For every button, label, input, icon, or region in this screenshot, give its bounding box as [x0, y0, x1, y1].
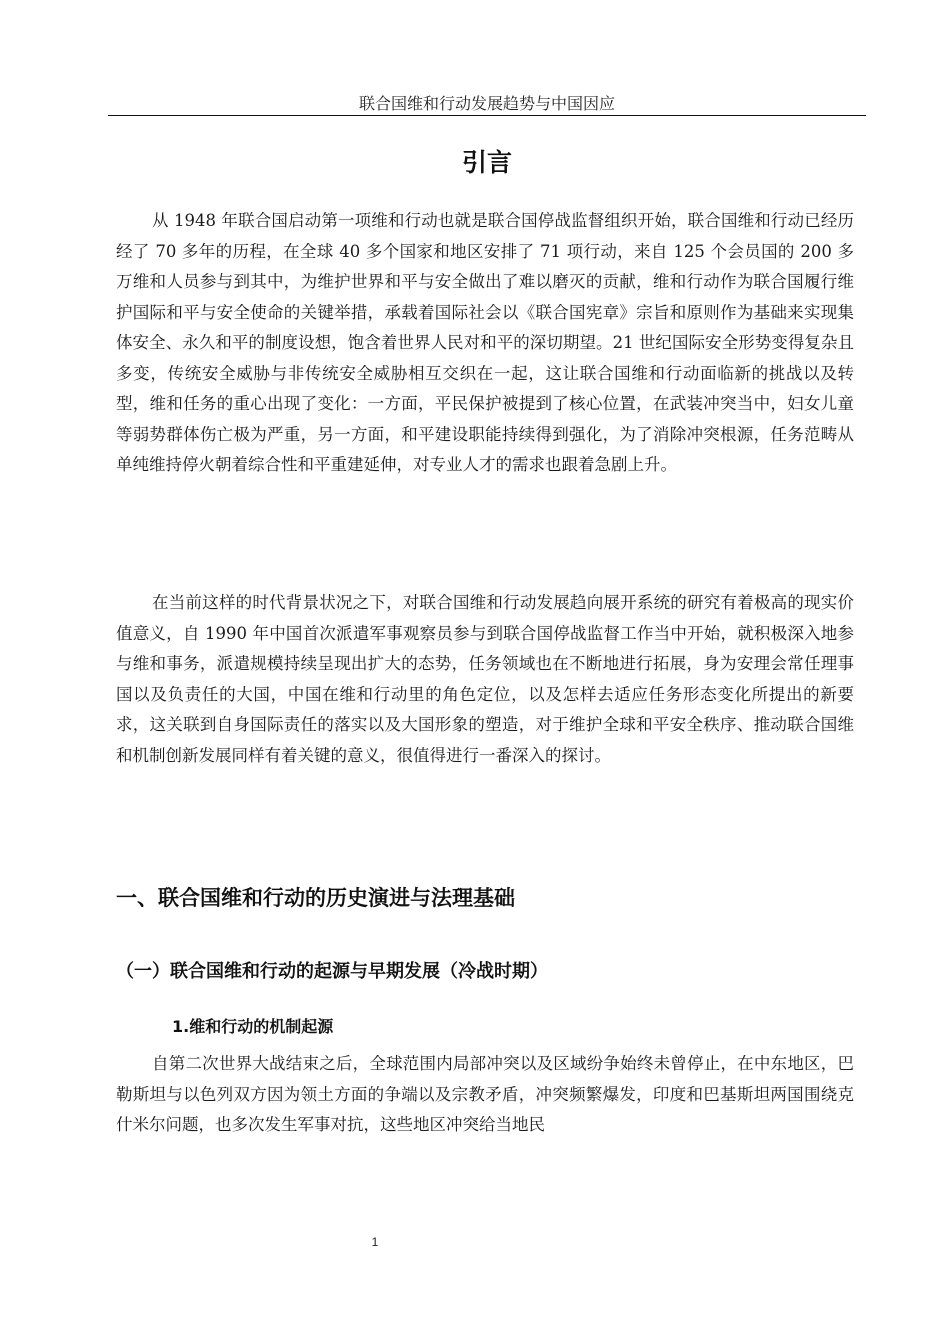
section-heading: 一、联合国维和行动的历史演进与法理基础 [116, 886, 515, 910]
subsection-heading: （一）联合国维和行动的起源与早期发展（冷战时期） [116, 961, 548, 982]
page-number: 1 [371, 1235, 379, 1249]
intro-paragraph-2: 在当前这样的时代背景状况之下，对联合国维和行动发展趋向展开系统的研究有着极高的现实价值意义，自 1990 年中国首次派遣军事观察员参与到联合国停战监督工作当中开始，就积极深入地参与维和事务，派遣规模持续呈现出扩大的态势，任务领域也在不断地进行拓展，身为安理会常任理事国以及负责任的大国，中国在维和行动里的角色定位，以及怎样去适应任务形态变化所提出的新要求，这关联到自身国际责任的落实以及大国形象的塑造，对于维护全球和平安全秩序、推动联合国维和机制创新发展同样有着关键的意义，很值得进行一番深入的探讨。 [116, 593, 854, 765]
running-header: 联合国维和行动发展趋势与中国因应 [358, 94, 615, 113]
intro-paragraph-1: 从 1948 年联合国启动第一项维和行动也就是联合国停战监督组织开始，联合国维和行动已经历经了 70 多年的历程，在全球 40 多个国家和地区安排了 71 项行动，来自 125 个会员国的 200 多万维和人员参与到其中，为维护世界和平与安全做出了难以磨灭的贡献，维和行动作为联合国履行维护国际和平与安全使命的关键举措，承载着国际社会以《联合国宪章》宗旨和原则作为基础来实现集体安全、永久和平的制度设想，饱含着世界人民对和平的深切期望。21 世纪国际安全形势变得复杂且多变，传统安全威胁与非传统安全威胁相互交织在一起，这让联合国维和行动面临新的挑战以及转型，维和任务的重心出现了变化：一方面，平民保护被提到了核心位置，在武装冲突当中，妇女儿童等弱势群体伤亡极为严重，另一方面，和平建设职能持续得到强化，为了消除冲突根源，任务范畴从单纯维持停火朝着综合性和平重建延伸，对专业人才的需求也跟着急剧上升。 [116, 211, 854, 474]
header-divider [108, 115, 866, 116]
subsubsection-heading: 1.维和行动的机制起源 [172, 1017, 334, 1036]
section-paragraph: 自第二次世界大战结束之后，全球范围内局部冲突以及区域纷争始终未曾停止，在中东地区，巴勒斯坦与以色列双方因为领土方面的争端以及宗教矛盾，冲突频繁爆发，印度和巴基斯坦两国围绕克什米尔问题，也多次发生军事对抗，这些地区冲突给当地民 [116, 1054, 854, 1134]
page-title: 引言 [461, 148, 512, 177]
